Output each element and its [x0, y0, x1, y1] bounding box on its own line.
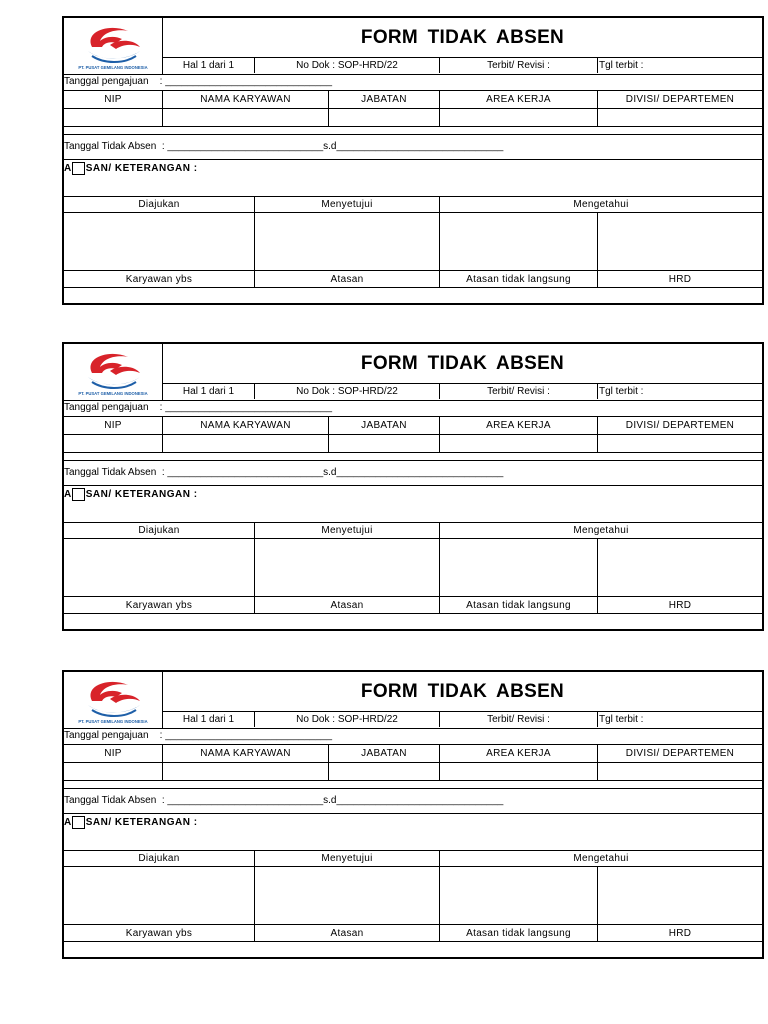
sign-mengetahui: Mengetahui	[573, 525, 629, 536]
cell-nama[interactable]	[163, 763, 329, 780]
col-jabatan: JABATAN	[329, 91, 440, 108]
signature-boxes	[64, 213, 762, 271]
revision-info: Terbit/ Revisi :	[440, 384, 598, 399]
form-title: FORM TIDAK ABSEN	[163, 344, 762, 384]
issue-date: Tgl terbit :	[599, 386, 644, 397]
reason-label-a: A	[64, 817, 72, 828]
role-hrd: HRD	[668, 273, 692, 285]
sign-box-hrd[interactable]	[598, 539, 762, 596]
logo-icon	[70, 675, 156, 725]
page-info: Hal 1 dari 1	[163, 712, 255, 727]
signature-roles	[64, 271, 762, 288]
cell-jabatan[interactable]	[329, 435, 440, 452]
absence-date-row[interactable]	[64, 135, 762, 160]
cell-nama[interactable]	[163, 435, 329, 452]
company-logo	[64, 18, 163, 74]
sign-box-hrd[interactable]	[598, 213, 762, 270]
submission-date-label: Tanggal pengajuan : ______________________________	[64, 76, 333, 87]
reason-label-rest: SAN/ KETERANGAN :	[85, 489, 198, 500]
employee-table-row[interactable]	[64, 763, 762, 781]
role-employee: Karyawan ybs	[64, 597, 255, 613]
submission-date-label: Tanggal pengajuan : ______________________________	[64, 730, 333, 741]
submission-date-label: Tanggal pengajuan : ______________________________	[64, 402, 333, 413]
employee-table-header	[64, 745, 762, 763]
footer-row	[64, 288, 762, 303]
role-employee: Karyawan ybs	[64, 271, 255, 287]
issue-date: Tgl terbit :	[599, 714, 644, 725]
doc-number: No Dok : SOP-HRD/22	[255, 384, 440, 399]
signature-roles	[64, 597, 762, 614]
reason-label-a: A	[64, 163, 72, 174]
doc-meta	[163, 384, 762, 399]
sign-box-supervisor[interactable]	[255, 539, 440, 596]
reason-label-a: A	[64, 489, 72, 500]
submission-date-row[interactable]	[64, 401, 762, 417]
form-title: FORM TIDAK ABSEN	[163, 672, 762, 712]
role-indirect-supervisor: Atasan tidak langsung	[440, 597, 598, 613]
role-indirect-supervisor: Atasan tidak langsung	[440, 271, 598, 287]
company-name: PT. PUSAT GEMILANG INDONESIA	[78, 65, 148, 70]
role-supervisor: Atasan	[255, 597, 440, 613]
submission-date-row[interactable]	[64, 729, 762, 745]
signature-header	[64, 523, 762, 539]
spacer-row	[64, 781, 762, 789]
footer-row	[64, 614, 762, 629]
absence-form	[62, 342, 764, 631]
absence-date-row[interactable]	[64, 789, 762, 814]
col-nama: NAMA KARYAWAN	[163, 417, 329, 434]
reason-checkbox[interactable]	[72, 488, 85, 501]
col-area: AREA KERJA	[440, 417, 598, 434]
signature-roles	[64, 925, 762, 942]
role-hrd: HRD	[668, 927, 692, 939]
col-nip: NIP	[64, 417, 163, 434]
company-name: PT. PUSAT GEMILANG INDONESIA	[78, 719, 148, 724]
spacer-row	[64, 127, 762, 135]
col-divisi: DIVISI/ DEPARTEMEN	[625, 748, 735, 759]
sign-box-employee[interactable]	[64, 539, 255, 596]
col-divisi: DIVISI/ DEPARTEMEN	[625, 420, 735, 431]
employee-table-row[interactable]	[64, 109, 762, 127]
absence-form	[62, 16, 764, 305]
employee-table-header	[64, 91, 762, 109]
sign-box-supervisor[interactable]	[255, 867, 440, 924]
spacer-row	[64, 453, 762, 461]
page-info: Hal 1 dari 1	[163, 384, 255, 399]
logo-icon	[70, 347, 156, 397]
col-jabatan: JABATAN	[329, 417, 440, 434]
form-header	[64, 672, 762, 729]
absence-form	[62, 670, 764, 959]
role-supervisor: Atasan	[255, 271, 440, 287]
sign-box-supervisor[interactable]	[255, 213, 440, 270]
cell-area[interactable]	[440, 763, 598, 780]
page-info: Hal 1 dari 1	[163, 58, 255, 73]
cell-jabatan[interactable]	[329, 109, 440, 126]
cell-area[interactable]	[440, 109, 598, 126]
signature-boxes	[64, 867, 762, 925]
cell-divisi[interactable]	[598, 763, 762, 780]
cell-area[interactable]	[440, 435, 598, 452]
col-jabatan: JABATAN	[329, 745, 440, 762]
doc-number: No Dok : SOP-HRD/22	[255, 58, 440, 73]
col-divisi: DIVISI/ DEPARTEMEN	[625, 94, 735, 105]
sign-box-indirect-supervisor[interactable]	[440, 539, 598, 596]
col-nama: NAMA KARYAWAN	[163, 91, 329, 108]
sign-box-indirect-supervisor[interactable]	[440, 213, 598, 270]
reason-label-rest: SAN/ KETERANGAN :	[85, 817, 198, 828]
sign-menyetujui: Menyetujui	[255, 851, 440, 866]
reason-label	[64, 816, 198, 829]
sign-box-indirect-supervisor[interactable]	[440, 867, 598, 924]
col-area: AREA KERJA	[440, 745, 598, 762]
sign-mengetahui: Mengetahui	[573, 853, 629, 864]
doc-number: No Dok : SOP-HRD/22	[255, 712, 440, 727]
signature-boxes	[64, 539, 762, 597]
cell-nip[interactable]	[64, 763, 163, 780]
cell-nip[interactable]	[64, 435, 163, 452]
reason-row[interactable]	[64, 486, 762, 523]
employee-table-header	[64, 417, 762, 435]
role-indirect-supervisor: Atasan tidak langsung	[440, 925, 598, 941]
revision-info: Terbit/ Revisi :	[440, 712, 598, 727]
sign-box-employee[interactable]	[64, 213, 255, 270]
reason-row[interactable]	[64, 814, 762, 851]
sign-box-employee[interactable]	[64, 867, 255, 924]
reason-label	[64, 488, 198, 501]
company-logo	[64, 672, 163, 728]
form-header	[64, 344, 762, 401]
sign-diajukan: Diajukan	[64, 197, 255, 212]
doc-meta	[163, 58, 762, 73]
cell-divisi[interactable]	[598, 435, 762, 452]
company-logo	[64, 344, 163, 400]
role-employee: Karyawan ybs	[64, 925, 255, 941]
logo-icon	[70, 21, 156, 71]
col-area: AREA KERJA	[440, 91, 598, 108]
issue-date: Tgl terbit :	[599, 60, 644, 71]
absence-date-label: Tanggal Tidak Absen : ____________________________s.d______________________________	[64, 467, 504, 478]
sign-mengetahui: Mengetahui	[573, 199, 629, 210]
absence-date-label: Tanggal Tidak Absen : ____________________________s.d______________________________	[64, 795, 504, 806]
absence-date-label: Tanggal Tidak Absen : ____________________________s.d______________________________	[64, 141, 504, 152]
reason-label	[64, 162, 198, 175]
signature-header	[64, 197, 762, 213]
employee-table-row[interactable]	[64, 435, 762, 453]
role-supervisor: Atasan	[255, 925, 440, 941]
reason-label-rest: SAN/ KETERANGAN :	[85, 163, 198, 174]
revision-info: Terbit/ Revisi :	[440, 58, 598, 73]
company-name: PT. PUSAT GEMILANG INDONESIA	[78, 391, 148, 396]
sign-box-hrd[interactable]	[598, 867, 762, 924]
form-title: FORM TIDAK ABSEN	[163, 18, 762, 58]
col-nip: NIP	[64, 745, 163, 762]
cell-divisi[interactable]	[598, 109, 762, 126]
sign-diajukan: Diajukan	[64, 851, 255, 866]
sign-menyetujui: Menyetujui	[255, 197, 440, 212]
footer-row	[64, 942, 762, 957]
reason-checkbox[interactable]	[72, 816, 85, 829]
reason-row[interactable]	[64, 160, 762, 197]
signature-header	[64, 851, 762, 867]
sign-diajukan: Diajukan	[64, 523, 255, 538]
col-nama: NAMA KARYAWAN	[163, 745, 329, 762]
cell-jabatan[interactable]	[329, 763, 440, 780]
absence-date-row[interactable]	[64, 461, 762, 486]
col-nip: NIP	[64, 91, 163, 108]
form-header	[64, 18, 762, 75]
sign-menyetujui: Menyetujui	[255, 523, 440, 538]
cell-nip[interactable]	[64, 109, 163, 126]
submission-date-row[interactable]	[64, 75, 762, 91]
role-hrd: HRD	[668, 599, 692, 611]
reason-checkbox[interactable]	[72, 162, 85, 175]
doc-meta	[163, 712, 762, 727]
cell-nama[interactable]	[163, 109, 329, 126]
